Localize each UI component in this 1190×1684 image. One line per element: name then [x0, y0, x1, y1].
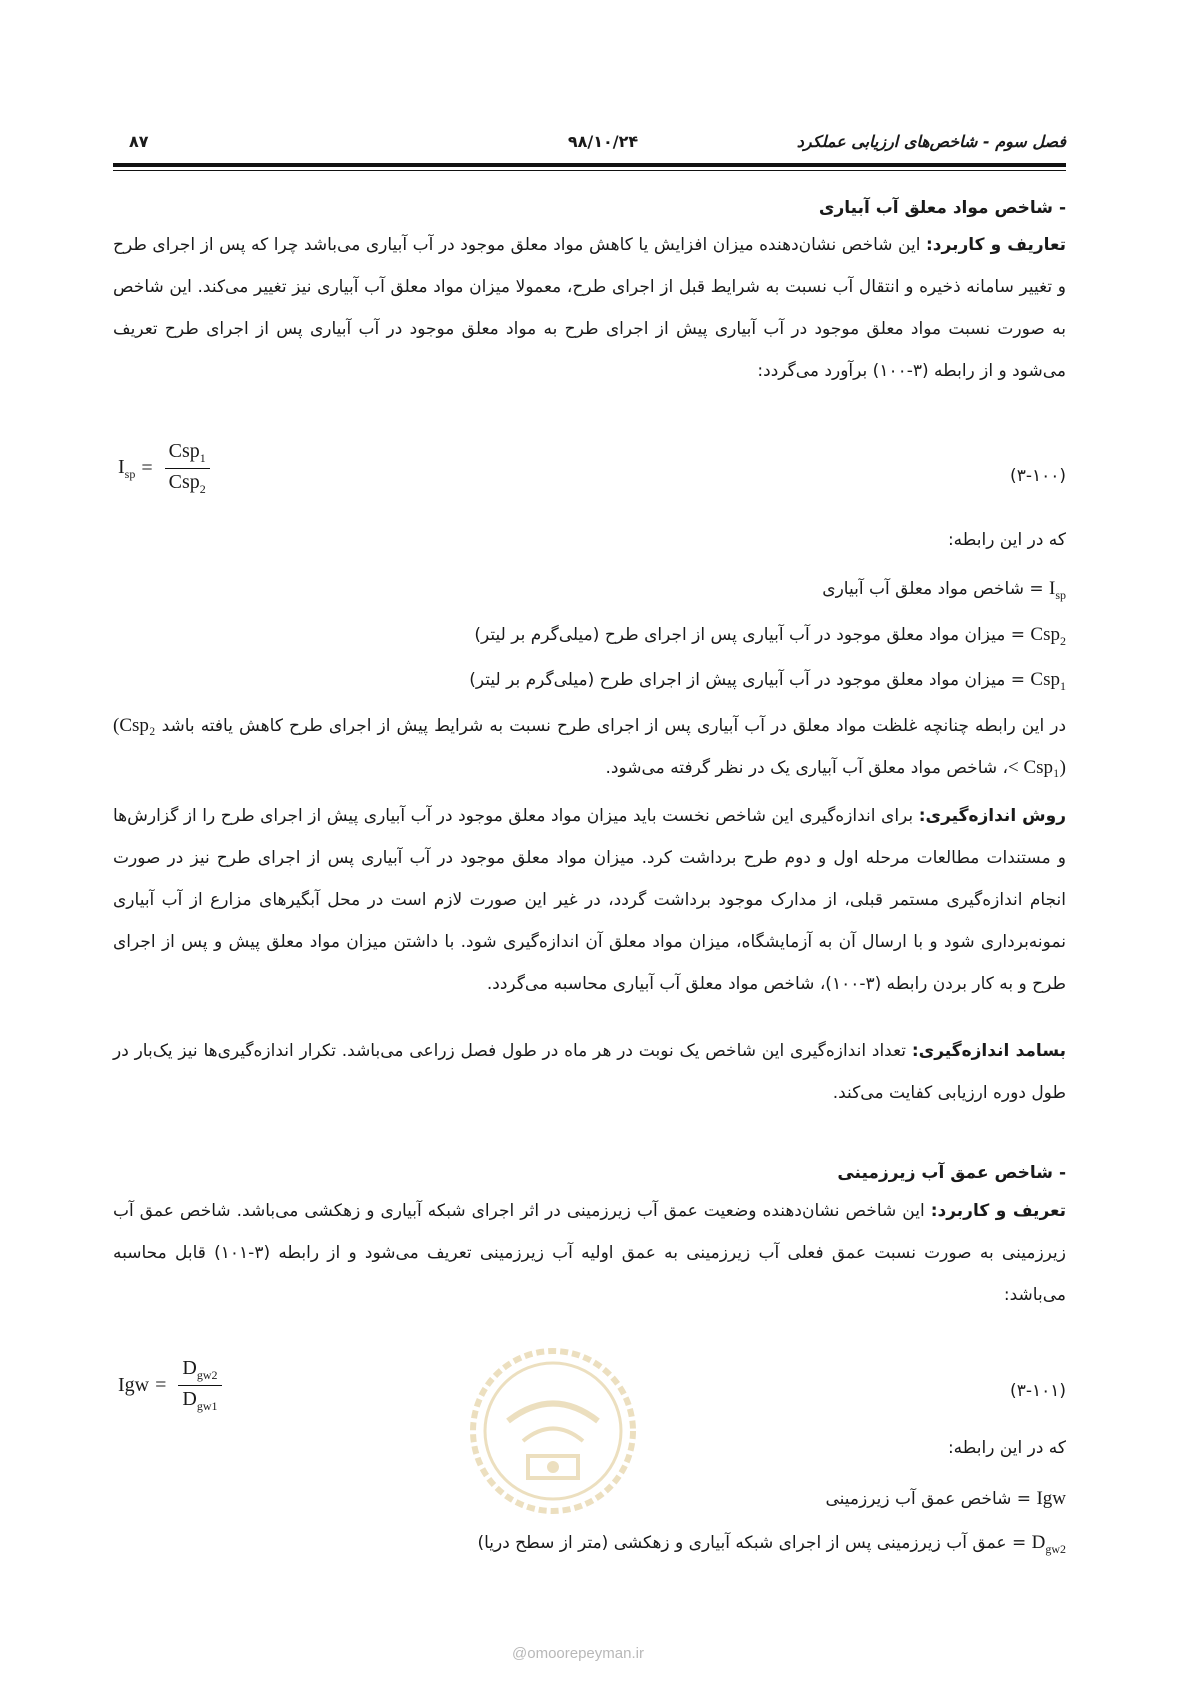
formula-numerator: $D_{gw2}$	[178, 1357, 221, 1386]
frequency-paragraph	[113, 1030, 1066, 1114]
equation-number: (۳-۱۰۱)	[1010, 1381, 1066, 1401]
variable-definition: $D_{gw2}$ = عمق آب زیرزمینی پس از اجرای شبکه آبیاری و زهکشی (متر از سطح دریا)	[477, 1532, 1066, 1556]
condition-paragraph: در این رابطه چنانچه غلظت مواد معلق در آب آبیاری پس از اجرای طرح نسبت به شرایط پیش از اجرای طرح کاهش یافته باشد (Csp₂ < Csp₁)، شاخص مواد معلق آب آبیاری یک در نظر گرفته می‌شود.	[113, 715, 1067, 778]
section2-title: - شاخص عمق آب زیرزمینی	[837, 1163, 1066, 1183]
formula-fraction	[178, 1357, 221, 1414]
formula-denominator: $D_{gw1}$	[182, 1388, 218, 1413]
method-label: روش اندازه‌گیری:	[918, 806, 1066, 826]
formula-numerator: Csp$_1$	[165, 440, 210, 469]
definition-label: تعریف و کاربرد:	[930, 1201, 1066, 1221]
section1-title: - شاخص مواد معلق آب آبیاری	[818, 198, 1066, 218]
condition-expression: (Csp₂ < Csp₁)	[113, 715, 1066, 778]
variable-definition: Csp$_2$ = میزان مواد معلق موجود در آب آبیاری پس از اجرای طرح (میلی‌گرم بر لیتر)	[474, 624, 1066, 648]
header-rule-thick	[113, 163, 1066, 167]
frequency-text: تعداد اندازه‌گیری این شاخص یک نوبت در هر ماه در طول فصل زراعی می‌باشد. تکرار اندازه‌گیری‌ها نیز یک‌بار در طول دوره ارزیابی کفایت می‌کند.	[113, 1041, 1066, 1103]
variable-symbol: Csp$_1$	[1030, 669, 1066, 693]
where-text: که در این رابطه:	[947, 1438, 1066, 1458]
chapter-title: فصل سوم - شاخص‌های ارزیابی عملکرد	[796, 132, 1066, 151]
variable-symbol: Csp$_2$	[1030, 624, 1066, 648]
definition-label: تعاریف و کاربرد:	[926, 235, 1067, 255]
variable-symbol: Igw	[1036, 1488, 1066, 1509]
variable-definition: Csp$_1$ = میزان مواد معلق موجود در آب آبیاری پیش از اجرای طرح (میلی‌گرم بر لیتر)	[469, 669, 1066, 693]
equation-number: (۳-۱۰۰)	[1010, 466, 1066, 486]
method-paragraph	[113, 795, 1066, 1005]
frequency-label: بسامد اندازه‌گیری:	[911, 1041, 1067, 1061]
page-number: ۸۷	[129, 132, 149, 151]
formula-lhs: Igw	[118, 1374, 150, 1396]
formula-isp: $I_{sp}$ = $\frac{Csp_1}{Csp_2}$	[118, 440, 210, 497]
header-rule-thin	[113, 170, 1066, 171]
method-text: برای اندازه‌گیری این شاخص نخست باید میزان مواد معلق موجود در آب آبیاری پیش از اجرای طرح را از گزارش‌ها و مستندات مطالعات مرحله اول و دوم طرح برداشت کرد. میزان مواد معلق موجود در آب آبیاری پس از اجرای طرح نیز در صورت انجام اندازه‌گیری مستمر قبلی، از مدارک موجود برداشت گردد، در غیر این صورت لازم است در محل آبگیرهای مزارع از آب آبیاری نمونه‌برداری شود و با ارسال آن به آزمایشگاه، میزان مواد معلق آن اندازه‌گیری شود. با داشتن میزان مواد معلق پیش و پس از اجرای طرح و به کار بردن رابطه (۳-۱۰۰)، شاخص مواد معلق آب آبیاری محاسبه می‌گردد.	[113, 806, 1066, 994]
formula-denominator: Csp$_2$	[168, 471, 206, 496]
variable-symbol: $I_{sp}$	[1049, 578, 1066, 602]
watermark-site: @omoorepeyman.ir	[512, 1645, 644, 1662]
variable-definition: $I_{sp}$ = شاخص مواد معلق آب آبیاری	[822, 578, 1066, 602]
header-date: ۹۸/۱۰/۲۴	[567, 132, 639, 151]
watermark-seal-icon	[468, 1346, 638, 1516]
where-text: که در این رابطه:	[947, 530, 1066, 550]
section1-definition	[113, 224, 1066, 392]
page-header	[113, 128, 1066, 154]
section2-definition	[113, 1190, 1066, 1316]
variable-symbol: $D_{gw2}$	[1031, 1532, 1066, 1556]
formula-fraction	[165, 440, 210, 497]
formula-lhs: $I_{sp}$	[118, 455, 136, 481]
definition-text: این شاخص نشان‌دهنده وضعیت عمق آب زیرزمینی در اثر اجرای شبکه آبیاری و زهکشی می‌باشد. شاخص عمق آب زیرزمینی به صورت نسبت عمق فعلی آب زیرزمینی به عمق اولیه آب زیرزمینی تعریف می‌شود و از رابطه (۳-۱۰۱) قابل محاسبه می‌باشد:	[113, 1201, 1066, 1305]
formula-igw: Igw = $\frac{D_{gw2}}{D_{gw1}}$	[118, 1357, 222, 1414]
variable-definition: Igw = شاخص عمق آب زیرزمینی	[825, 1488, 1066, 1509]
definition-text: این شاخص نشان‌دهنده میزان افزایش یا کاهش مواد معلق موجود در آب آبیاری می‌باشد چرا که پس از اجرای طرح و تغییر سامانه ذخیره و انتقال آب نسبت به شرایط قبل از اجرای طرح، معمولا میزان مواد معلق آب آبیاری نیز تغییر می‌کند. این شاخص به صورت نسبت مواد معلق موجود در آب آبیاری پیش از اجرای طرح به مواد معلق موجود در آب آبیاری پس از اجرای طرح تعریف می‌شود و از رابطه (۳-۱۰۰) برآورد می‌گردد:	[113, 235, 1066, 381]
